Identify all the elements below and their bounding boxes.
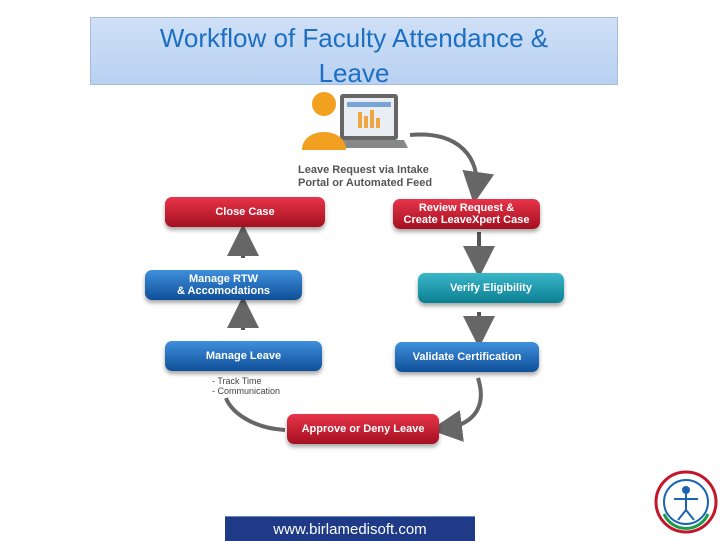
- close-label: Close Case: [215, 206, 275, 218]
- intake-caption: [298, 164, 432, 190]
- step-verify-eligibility: [418, 273, 564, 303]
- validate-label: Validate Certification: [412, 351, 522, 363]
- step-close-case: [165, 197, 325, 227]
- manage-leave-notes: [212, 376, 280, 396]
- birla-medisoft-logo: [654, 470, 718, 534]
- review-line-1: Review Request &: [418, 202, 515, 214]
- intake-caption-line-1: Leave Request via Intake: [298, 164, 429, 176]
- step-manage-leave: [165, 341, 322, 371]
- curve-validate-to-approve: [446, 378, 481, 428]
- footer-url-bar: [225, 516, 475, 541]
- rtw-line-2: & Accomodations: [176, 285, 271, 297]
- step-manage-rtw: [145, 270, 302, 300]
- curve-approve-to-manage: [226, 398, 285, 430]
- intake-caption-line-2: Portal or Automated Feed: [298, 177, 433, 189]
- verify-label: Verify Eligibility: [450, 282, 532, 294]
- note-track-time: - Track Time: [212, 376, 262, 386]
- footer-url: www.birlamedisoft.com: [273, 520, 427, 538]
- step-approve-or-deny: [287, 414, 439, 444]
- step-validate-certification: [395, 342, 539, 372]
- approve-label: Approve or Deny Leave: [301, 423, 425, 435]
- title-line-1: Workflow of Faculty Attendance &: [159, 23, 549, 53]
- person-at-laptop-icon: [298, 90, 408, 160]
- rtw-line-1: Manage RTW: [188, 273, 259, 285]
- title-line-2: Leave: [318, 58, 390, 88]
- manage-leave-label: Manage Leave: [205, 350, 282, 362]
- note-communication: - Communication: [212, 386, 281, 396]
- step-review-request: [393, 199, 540, 229]
- review-line-2: Create LeaveXpert Case: [403, 214, 530, 226]
